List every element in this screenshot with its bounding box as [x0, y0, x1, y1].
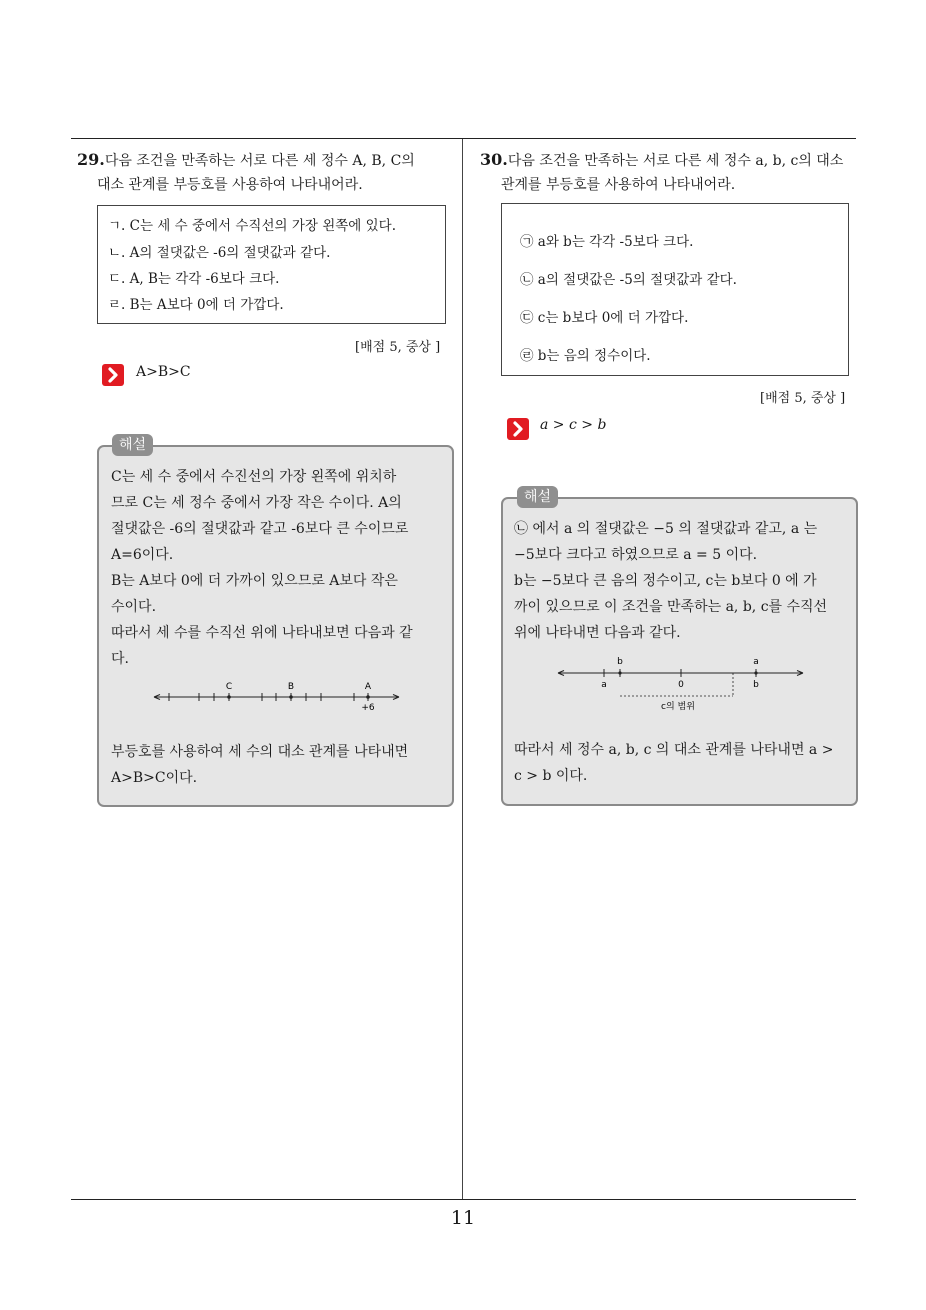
solution-29-line7: 따라서 세 수를 수직선 위에 나타내보면 다음과 같	[111, 625, 413, 641]
condition-3: ㄷ. A, B는 각각 -6보다 크다.	[108, 271, 280, 287]
question-29-conditions	[97, 205, 446, 324]
number-line-29-label-b: B	[287, 682, 295, 692]
condition-4: ㉣ b는 음의 정수이다.	[520, 348, 651, 364]
answer-arrow-icon	[507, 418, 529, 440]
condition-1: ㄱ. C는 세 수 중에서 수직선의 가장 왼쪽에 있다.	[108, 218, 396, 234]
solution-29-tag: 해설	[112, 434, 153, 456]
solution-30-line2: −5보다 크다고 하였으므로 a = 5 이다.	[514, 547, 758, 563]
number-line-30	[553, 654, 813, 714]
question-29-solution	[97, 445, 454, 807]
solution-29-line6: 수이다.	[111, 599, 157, 615]
number-line-30-range-label: c의 범위	[661, 702, 695, 712]
number-line-30-bottom-0: 0	[678, 680, 684, 690]
question-30-line2: 관계를 부등호를 사용하여 나타내어라.	[501, 177, 736, 193]
solution-29-conclusion2: A>B>C이다.	[111, 770, 198, 786]
solution-29-conclusion1: 부등호를 사용하여 세 수의 대소 관계를 나타내면	[111, 744, 409, 760]
solution-29-line5: B는 A보다 0에 더 가까이 있으므로 A보다 작은	[111, 573, 398, 589]
solution-30-line4: 까이 있으므로 이 조건을 만족하는 a, b, c를 수직선	[514, 599, 828, 615]
number-line-30-bottom-b: b	[753, 680, 759, 690]
solution-29-line1: C는 세 수 중에서 수진선의 가장 왼쪽에 위치하	[111, 469, 397, 485]
top-rule	[71, 138, 856, 139]
column-divider	[462, 139, 463, 1200]
question-30-solution	[501, 497, 858, 806]
number-line-29-label-a: A	[364, 682, 372, 692]
question-30-line1	[480, 147, 843, 174]
condition-1: ㉠ a와 b는 각각 -5보다 크다.	[520, 234, 694, 250]
bottom-rule	[71, 1199, 856, 1200]
solution-29-line4: A=6이다.	[111, 547, 174, 563]
condition-4: ㄹ. B는 A보다 0에 더 가깝다.	[108, 297, 284, 313]
question-29-line1	[77, 147, 415, 174]
page-number: 11	[450, 1207, 476, 1229]
number-line-29	[149, 679, 409, 713]
solution-30-tag: 해설	[517, 486, 558, 508]
solution-30-line3: b는 −5보다 큰 음의 정수이고, c는 b보다 0 에 가	[514, 573, 817, 589]
question-29-number: 29.	[77, 150, 105, 169]
number-line-30-top-b: b	[617, 657, 623, 667]
question-30-answer: a > c > b	[540, 417, 607, 433]
question-30-conditions	[501, 203, 849, 376]
number-line-29-tick-label: +6	[361, 703, 375, 713]
number-line-30-top-a: a	[753, 657, 759, 667]
solution-30-line5: 위에 나타내면 다음과 같다.	[514, 625, 681, 641]
condition-3: ㉢ c는 b보다 0에 더 가깝다.	[520, 310, 689, 326]
question-30-number: 30.	[480, 150, 508, 169]
question-29-answer: A>B>C	[136, 364, 191, 380]
question-29-text1: 다음 조건을 만족하는 서로 다른 세 정수 A, B, C의	[104, 153, 415, 169]
question-29-score: [배점 5, 중상 ]	[355, 340, 441, 355]
solution-30-conclusion1: 따라서 세 정수 a, b, c 의 대소 관계를 나타내면 a >	[514, 742, 834, 758]
solution-29-line8: 다.	[111, 651, 129, 667]
condition-2: ㄴ. A의 절댓값은 -6의 절댓값과 같다.	[108, 245, 331, 261]
number-line-29-label-c: C	[225, 682, 233, 692]
question-29-line2: 대소 관계를 부등호를 사용하여 나타내어라.	[97, 177, 363, 193]
question-30-score: [배점 5, 중상 ]	[760, 391, 846, 406]
solution-30-line1: ㉡ 에서 a 의 절댓값은 −5 의 절댓값과 같고, a 는	[514, 521, 818, 537]
question-30-text1: 다음 조건을 만족하는 서로 다른 세 정수 a, b, c의 대소	[507, 153, 844, 169]
answer-arrow-icon	[102, 364, 124, 386]
solution-30-conclusion2: c > b 이다.	[514, 768, 588, 784]
solution-29-line2: 므로 C는 세 정수 중에서 가장 작은 수이다. A의	[111, 495, 402, 511]
solution-29-line3: 절댓값은 -6의 절댓값과 같고 -6보다 큰 수이므로	[111, 521, 409, 537]
condition-2: ㉡ a의 절댓값은 -5의 절댓값과 같다.	[520, 272, 737, 288]
number-line-30-bottom-a: a	[601, 680, 607, 690]
